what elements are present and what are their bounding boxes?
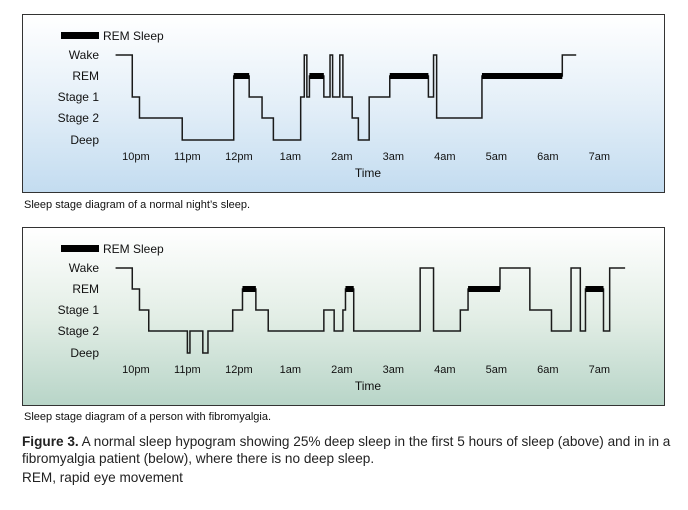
legend-rem-label: REM Sleep xyxy=(103,29,164,43)
normal-sleep-chart xyxy=(23,15,664,192)
rem-period-bar xyxy=(390,73,429,79)
x-tick-7am: 7am xyxy=(588,151,611,163)
rem-period-bar xyxy=(482,73,562,79)
x-axis-label: Time xyxy=(354,379,382,393)
fibromyalgia-sleep-caption: Sleep stage diagram of a person with fibromyalgia. xyxy=(24,411,272,423)
legend-rem-swatch xyxy=(61,245,99,252)
x-tick-3am: 3am xyxy=(382,364,405,376)
legend-rem-swatch xyxy=(61,32,99,39)
hypnogram-line xyxy=(116,268,626,353)
x-tick-2am: 2am xyxy=(331,151,353,163)
figure-description: A normal sleep hypogram showing 25% deep sleep in the first 5 hours of sleep (above) and in in a fibromyalgia patient (below), where there is no deep sleep. xyxy=(22,434,671,466)
x-tick-11pm: 11pm xyxy=(174,151,201,163)
rem-period-bar xyxy=(242,286,255,292)
rem-period-bar xyxy=(345,286,353,292)
legend-rem-label: REM Sleep xyxy=(103,242,164,256)
x-tick-1am: 1am xyxy=(279,151,302,163)
x-tick-3am: 3am xyxy=(382,151,405,163)
normal-sleep-caption: Sleep stage diagram of a normal night’s sleep. xyxy=(24,199,251,211)
x-tick-5am: 5am xyxy=(485,364,508,376)
y-label-stage-1: Stage 1 xyxy=(57,90,99,104)
x-tick-11pm: 11pm xyxy=(174,364,201,376)
rem-period-bar xyxy=(234,73,249,79)
figure-caption xyxy=(22,433,672,467)
x-tick-4am: 4am xyxy=(434,364,456,376)
y-label-rem: REM xyxy=(72,282,99,296)
x-tick-6am: 6am xyxy=(537,364,559,376)
y-label-rem: REM xyxy=(72,69,99,83)
x-tick-1am: 1am xyxy=(279,364,302,376)
x-tick-10pm: 10pm xyxy=(122,151,150,163)
rem-period-bar xyxy=(309,73,323,79)
y-label-deep: Deep xyxy=(70,346,99,360)
y-label-stage-1: Stage 1 xyxy=(57,303,99,317)
rem-period-bar xyxy=(468,286,500,292)
fibromyalgia-sleep-chart-panel xyxy=(22,227,665,406)
normal-sleep-chart-panel xyxy=(22,14,665,193)
y-label-stage-2: Stage 2 xyxy=(57,324,99,338)
x-tick-6am: 6am xyxy=(537,151,559,163)
x-tick-10pm: 10pm xyxy=(122,364,150,376)
hypnogram-line xyxy=(116,55,577,140)
x-tick-2am: 2am xyxy=(331,364,353,376)
y-label-wake: Wake xyxy=(68,48,99,62)
y-label-stage-2: Stage 2 xyxy=(57,111,99,125)
x-axis-label: Time xyxy=(354,166,382,180)
figure-label: Figure 3. xyxy=(22,434,79,449)
y-label-wake: Wake xyxy=(68,261,99,275)
x-tick-7am: 7am xyxy=(588,364,611,376)
x-tick-12pm: 12pm xyxy=(225,364,253,376)
x-tick-12pm: 12pm xyxy=(225,151,253,163)
x-tick-4am: 4am xyxy=(434,151,456,163)
fibromyalgia-sleep-chart xyxy=(23,228,664,405)
y-label-deep: Deep xyxy=(70,133,99,147)
x-tick-5am: 5am xyxy=(485,151,508,163)
figure-abbreviation: REM, rapid eye movement xyxy=(22,470,183,485)
rem-period-bar xyxy=(585,286,603,292)
